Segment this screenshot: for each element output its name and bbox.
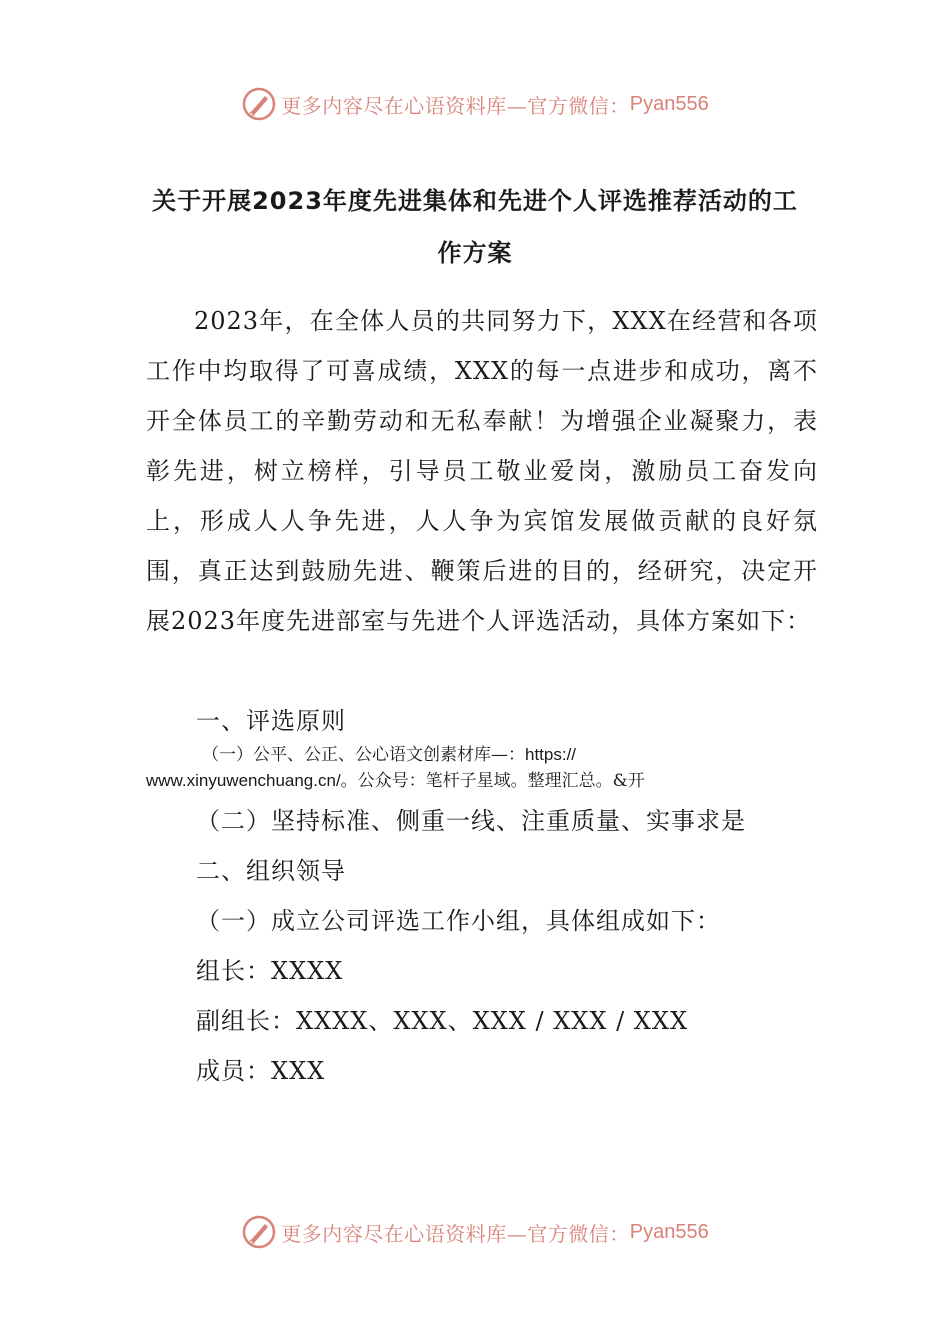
intro-paragraph: 2023年，在全体人员的共同努力下，XXX在经营和各项工作中均取得了可喜成绩，XXX的每一点进步和成功，离不开全体员工的辛勤劳动和无私奉献！为增强企业凝聚力，表彰先进，树立榜样，引导员工敬业爱岗，激励员工奋发向上，形成人人争先进，人人争为宾馆发展做贡献的良好氛围，真正达到鼓励先进、鞭策后进的目的，经研究，决定开展2023年度先进部室与先进个人评选活动，具体方案如下： — [146, 307, 818, 635]
leader-line: 组长：XXXX — [196, 957, 344, 985]
watermark-header — [0, 84, 950, 124]
section-heading-principles: 一、评选原则 — [196, 707, 346, 735]
section-heading-organization: 二、组织领导 — [196, 857, 346, 885]
principle-item-1 — [146, 742, 826, 794]
item1-url-a: https:// — [525, 745, 577, 764]
document-title: 关于开展2023年度先进集体和先进个人评选推荐活动的工作方案 — [152, 187, 798, 267]
watermark-text: 更多内容尽在心语资料库—官方微信： — [281, 93, 630, 118]
item1-suffix: 。公众号：笔杆子星域。整理汇总。&开 — [340, 771, 645, 791]
watermark-id: Pyan556 — [629, 92, 709, 115]
deputy-leader-line: 副组长：XXXX、XXX、XXX / XXX / XXX — [196, 1007, 689, 1035]
pen-logo-icon — [241, 86, 277, 122]
item1-url-b: www.xinyuwenchuang.cn/ — [146, 771, 341, 790]
item1-prefix: （一）公平、公正、公心语文创素材库—： — [202, 745, 525, 765]
watermark-text: 更多内容尽在心语资料库—官方微信： — [281, 1221, 630, 1246]
pen-logo-icon — [241, 1214, 277, 1250]
watermark-footer — [0, 1212, 950, 1252]
principle-item-2: （二）坚持标准、侧重一线、注重质量、实事求是 — [196, 807, 746, 835]
organization-item-1: （一）成立公司评选工作小组，具体组成如下： — [196, 907, 721, 935]
watermark-id: Pyan556 — [629, 1220, 709, 1243]
members-line: 成员：XXX — [196, 1057, 326, 1085]
